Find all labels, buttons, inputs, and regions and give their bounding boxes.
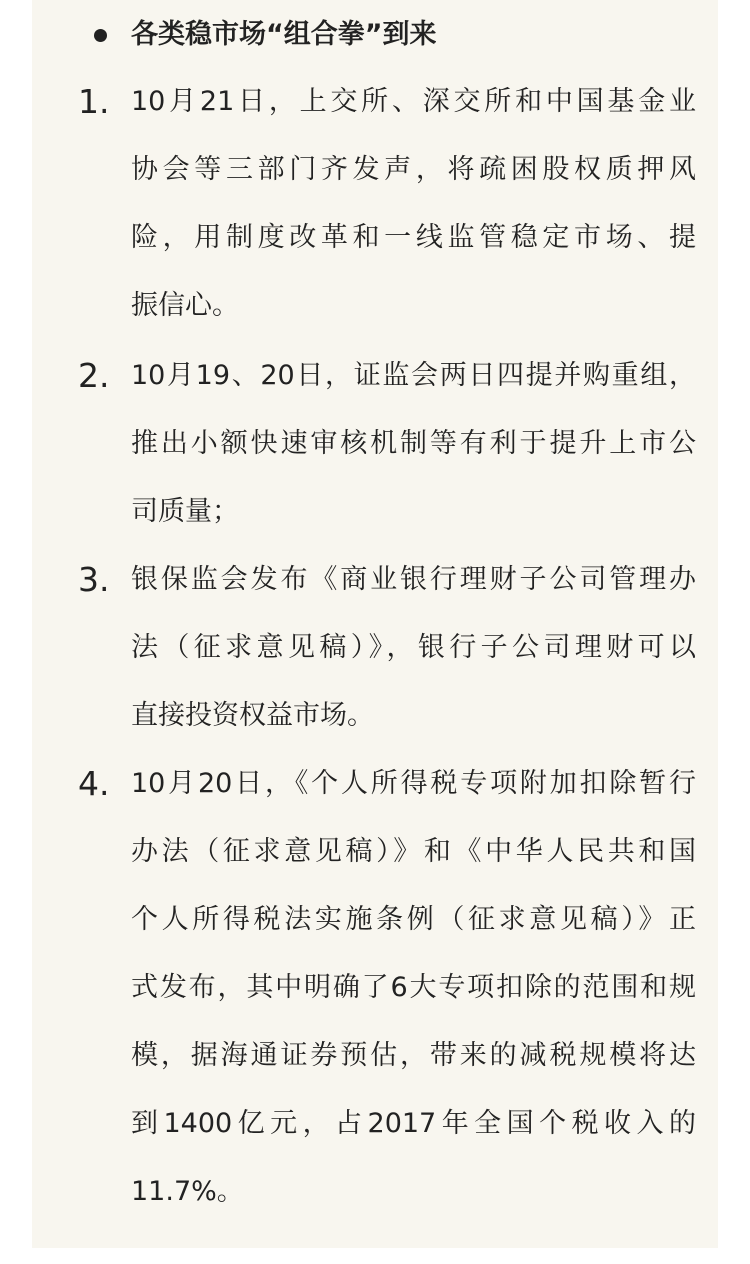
text-line: 10月19、20日，证监会两日四提并购重组，	[131, 360, 696, 391]
text-line: 银保监会发布《商业银行理财子公司管理办	[131, 564, 696, 595]
text-line: 协会等三部门齐发声，将疏困股权质押风	[131, 154, 696, 185]
text-line: 个人所得税法实施条例（征求意见稿）》正	[131, 904, 696, 935]
item-number: 3.	[78, 560, 110, 599]
text-line: 办法（征求意见稿）》和《中华人民共和国	[131, 836, 696, 867]
item-text	[131, 343, 696, 547]
item-text	[131, 547, 696, 751]
text-line: 振信心。	[131, 290, 239, 321]
item-number: 4.	[78, 764, 110, 803]
text-line: 法（征求意见稿）》，银行子公司理财可以	[131, 632, 696, 663]
text-line: 10月21日，上交所、深交所和中国基金业	[131, 86, 696, 117]
item-number: 2.	[78, 356, 110, 395]
text-line: 式发布，其中明确了6大专项扣除的范围和规	[131, 972, 696, 1003]
section-heading-text: 各类稳市场“组合拳”到来	[131, 19, 437, 50]
text-line: 推出小额快速审核机制等有利于提升上市公	[131, 428, 696, 459]
bullet-dot	[94, 29, 107, 42]
item-number: 1.	[78, 82, 110, 121]
text-line: 司质量；	[131, 496, 239, 527]
text-line: 11.7%。	[131, 1176, 244, 1207]
article-card	[32, 0, 718, 1248]
text-line: 模，据海通证券预估，带来的减税规模将达	[131, 1040, 696, 1071]
section-heading	[32, 12, 718, 58]
text-line: 到1400亿元，占2017年全国个税收入的	[131, 1108, 696, 1139]
item-text	[131, 751, 696, 1227]
text-line: 险，用制度改革和一线监管稳定市场、提	[131, 222, 696, 253]
text-line: 直接投资权益市场。	[131, 700, 374, 731]
item-text	[131, 69, 696, 341]
text-line: 10月20日，《个人所得税专项附加扣除暂行	[131, 768, 696, 799]
